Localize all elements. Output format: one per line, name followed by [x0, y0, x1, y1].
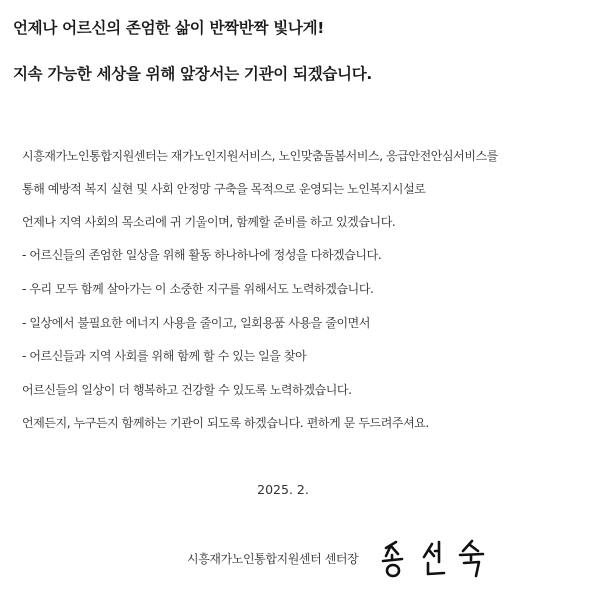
body-line-8: 어르신들의 일상이 더 행복하고 건강할 수 있도록 노력하겠습니다. — [22, 383, 352, 397]
body-line-7: - 어르신들과 지역 사회를 위해 함께 할 수 있는 일을 찾아 — [22, 349, 307, 363]
signature-block — [187, 536, 498, 580]
issue-date: 2025. 2. — [257, 482, 309, 497]
body-line-1: 시흥재가노인통합지원센터는 재가노인지원서비스, 노인맞춤돌봄서비스, 응급안전안심서비스를 — [22, 149, 498, 163]
body-line-6: - 일상에서 불필요한 에너지 사용을 줄이고, 일회용품 사용을 줄이면서 — [22, 316, 371, 330]
body-line-2: 통해 예방적 복지 실현 및 사회 안정망 구축을 목적으로 운영되는 노인복지시설로 — [22, 182, 426, 196]
signatory-title: 시흥재가노인통합지원센터 센터장 — [187, 551, 359, 566]
headline-line-2: 지속 가능한 세상을 위해 앞장서는 기관이 되겠습니다. — [13, 65, 372, 83]
body-line-3: 언제나 지역 사회의 목소리에 귀 기울이며, 함께할 준비를 하고 있겠습니다. — [22, 215, 396, 229]
body-line-5: - 우리 모두 함께 살아가는 이 소중한 지구를 위해서도 노력하겠습니다. — [22, 282, 374, 296]
body-line-9: 언제든지, 누구든지 함께하는 기관이 되도록 하겠습니다. 편하게 문 두드려주셔요. — [22, 416, 429, 430]
body-line-4: - 어르신들의 존엄한 일상을 위해 활동 하나하나에 정성을 다하겠습니다. — [22, 248, 382, 262]
handwritten-signature — [380, 536, 498, 580]
headline-line-1: 언제나 어르신의 존엄한 삶이 반짝반짝 빛나게! — [13, 19, 325, 37]
